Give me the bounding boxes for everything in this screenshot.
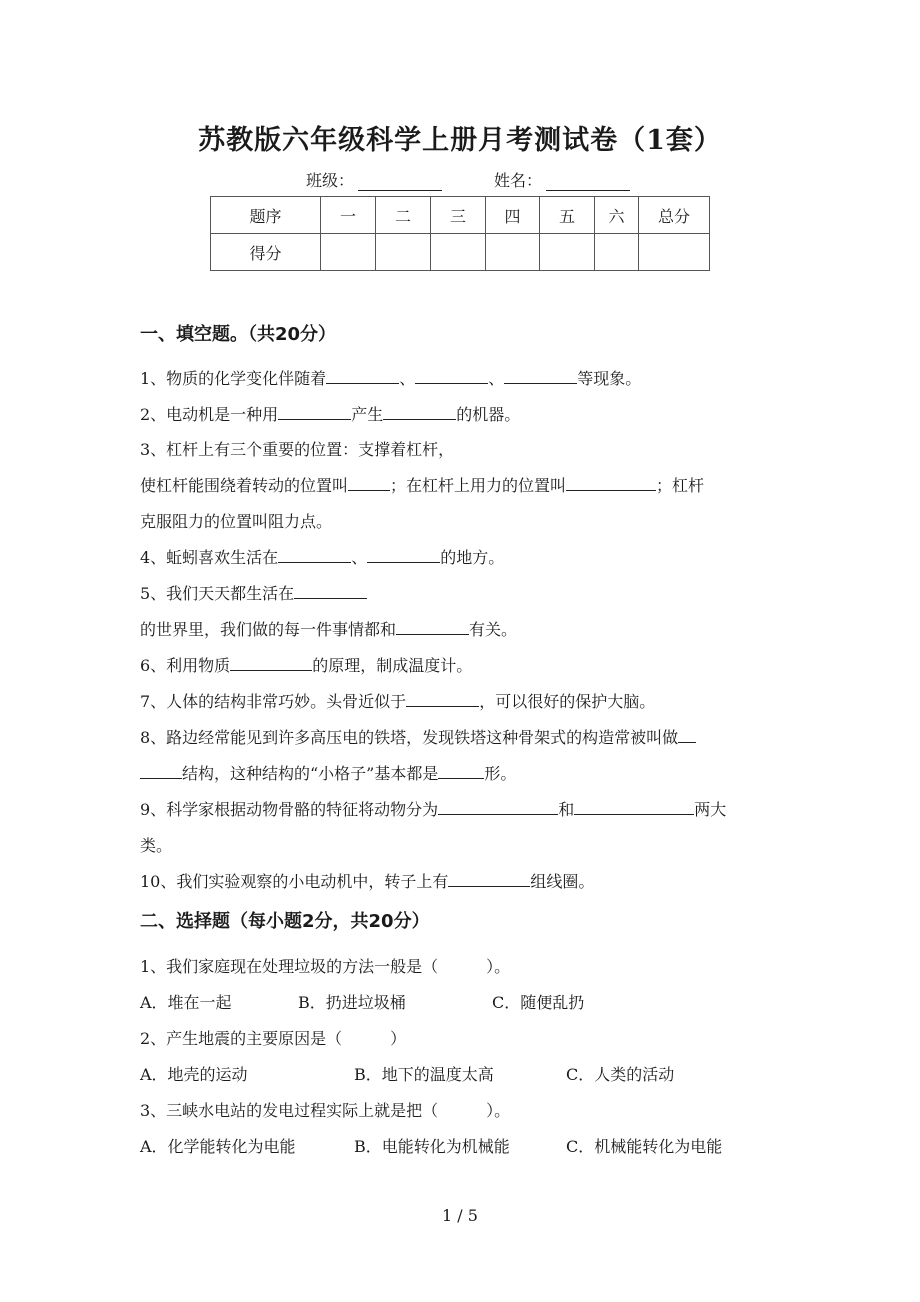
- question-2-3: 3、三峡水电站的发电过程实际上就是把（ ）。: [140, 1101, 511, 1120]
- score-cell[interactable]: [431, 234, 486, 271]
- answer-blank[interactable]: [396, 619, 469, 635]
- question-text: 1、物质的化学变化伴随着: [140, 369, 327, 388]
- page-number: 1 / 5: [442, 1206, 478, 1225]
- score-table-score-row: [211, 234, 710, 271]
- question-text: 、: [351, 548, 368, 567]
- table-cell: 一: [321, 197, 376, 234]
- question-text: 的世界里，我们做的每一件事情都和: [140, 620, 397, 639]
- answer-blank[interactable]: [348, 475, 390, 491]
- section-title-fill-in: 一、填空题。（共20分）: [140, 324, 337, 345]
- answer-blank[interactable]: [294, 583, 367, 599]
- question-text: 9、科学家根据动物骨骼的特征将动物分为: [140, 800, 439, 819]
- answer-blank[interactable]: [367, 547, 440, 563]
- answer-blank[interactable]: [415, 368, 488, 384]
- question-text: 4、蚯蚓喜欢生活在: [140, 548, 279, 567]
- question-1-9-line1: [140, 797, 726, 820]
- question-1-3-line2: [140, 473, 704, 496]
- question-2-2-options: [140, 1062, 674, 1085]
- option-b[interactable]: B．扔进垃圾桶: [298, 993, 406, 1012]
- question-text: ；杠杆: [656, 476, 705, 495]
- question-1-3-line1: 3、杠杆上有三个重要的位置：支撑着杠杆，: [140, 440, 455, 459]
- question-2-1-options: [140, 990, 584, 1013]
- question-2-3-options: [140, 1134, 722, 1157]
- question-text: 的地方。: [440, 548, 505, 567]
- option-c[interactable]: C．随便乱扔: [492, 993, 585, 1012]
- answer-blank[interactable]: [406, 691, 479, 707]
- name-blank[interactable]: [546, 174, 630, 191]
- answer-blank[interactable]: [383, 404, 456, 420]
- student-info: [306, 168, 630, 191]
- option-c[interactable]: C．人类的活动: [566, 1065, 675, 1084]
- question-text: 5、我们天天都生活在: [140, 584, 295, 603]
- class-blank[interactable]: [358, 174, 442, 191]
- score-table-header-row: [211, 197, 710, 234]
- question-text: 10、我们实验观察的小电动机中，转子上有: [140, 872, 449, 891]
- question-text: 产生: [351, 405, 384, 424]
- answer-blank[interactable]: [438, 763, 484, 779]
- table-cell: 二: [376, 197, 431, 234]
- section-title-multiple-choice: 二、选择题（每小题2分，共20分）: [140, 911, 430, 932]
- answer-blank[interactable]: [140, 763, 182, 779]
- question-2-1: 1、我们家庭现在处理垃圾的方法一般是（ ）。: [140, 957, 511, 976]
- score-cell[interactable]: [376, 234, 431, 271]
- answer-blank[interactable]: [278, 404, 351, 420]
- option-a[interactable]: A．化学能转化为电能: [140, 1137, 296, 1156]
- table-cell: 五: [540, 197, 595, 234]
- score-cell[interactable]: [321, 234, 376, 271]
- question-1-2: [140, 402, 520, 425]
- option-a[interactable]: A．地壳的运动: [140, 1065, 248, 1084]
- question-1-4: [140, 545, 504, 568]
- question-1-1: [140, 366, 641, 389]
- score-cell[interactable]: [595, 234, 639, 271]
- question-2-2: 2、产生地震的主要原因是（ ）: [140, 1029, 407, 1048]
- question-text: 等现象。: [577, 369, 642, 388]
- question-1-9-line2: 类。: [140, 836, 173, 855]
- question-text: 组线圈。: [530, 872, 595, 891]
- question-text: 的原理，制成温度计。: [312, 656, 473, 675]
- question-1-3-line3: 克服阻力的位置叫阻力点。: [140, 512, 333, 531]
- question-text: 7、人体的结构非常巧妙。头骨近似于: [140, 692, 407, 711]
- answer-blank[interactable]: [448, 871, 530, 887]
- score-cell[interactable]: [486, 234, 540, 271]
- answer-blank[interactable]: [278, 547, 351, 563]
- answer-blank[interactable]: [504, 368, 577, 384]
- question-text: 的机器。: [456, 405, 521, 424]
- score-cell[interactable]: [540, 234, 595, 271]
- score-table: [210, 196, 710, 271]
- question-text: 形。: [484, 764, 517, 783]
- question-text: ，可以很好的保护大脑。: [479, 692, 656, 711]
- question-text: 结构，这种结构的“小格子”基本都是: [182, 764, 439, 783]
- question-text: 两大: [694, 800, 727, 819]
- name-label: 姓名：: [494, 171, 543, 190]
- table-cell: 四: [486, 197, 540, 234]
- question-1-8-line1: [140, 725, 696, 748]
- answer-blank[interactable]: [438, 799, 558, 815]
- question-text: 2、电动机是一种用: [140, 405, 279, 424]
- table-cell: 三: [431, 197, 486, 234]
- question-text: 6、利用物质: [140, 656, 231, 675]
- table-cell: 得分: [211, 234, 321, 271]
- question-text: 和: [558, 800, 575, 819]
- answer-blank[interactable]: [326, 368, 399, 384]
- question-1-7: [140, 689, 655, 712]
- question-text: 使杠杆能围绕着转动的位置叫: [140, 476, 349, 495]
- question-1-5-line2: [140, 617, 517, 640]
- table-cell: 总分: [639, 197, 710, 234]
- table-cell: 题序: [211, 197, 321, 234]
- option-a[interactable]: A．堆在一起: [140, 993, 232, 1012]
- question-1-6: [140, 653, 472, 676]
- answer-blank[interactable]: [566, 475, 656, 491]
- answer-blank[interactable]: [574, 799, 694, 815]
- question-1-5-line1: [140, 581, 367, 604]
- question-text: 、: [488, 369, 505, 388]
- option-b[interactable]: B．地下的温度太高: [354, 1065, 494, 1084]
- question-text: 有关。: [469, 620, 518, 639]
- question-1-8-line2: [140, 761, 516, 784]
- question-1-10: [140, 869, 594, 892]
- option-c[interactable]: C．机械能转化为电能: [566, 1137, 723, 1156]
- score-cell[interactable]: [639, 234, 710, 271]
- option-b[interactable]: B．电能转化为机械能: [354, 1137, 510, 1156]
- question-text: ；在杠杆上用力的位置叫: [390, 476, 567, 495]
- answer-blank[interactable]: [230, 655, 312, 671]
- page-title: 苏教版六年级科学上册月考测试卷（1套）: [198, 125, 722, 156]
- table-cell: 六: [595, 197, 639, 234]
- answer-blank[interactable]: [678, 727, 696, 743]
- question-text: 8、路边经常能见到许多高压电的铁塔，发现铁塔这种骨架式的构造常被叫做: [140, 728, 679, 747]
- class-label: 班级：: [306, 171, 355, 190]
- question-text: 、: [399, 369, 416, 388]
